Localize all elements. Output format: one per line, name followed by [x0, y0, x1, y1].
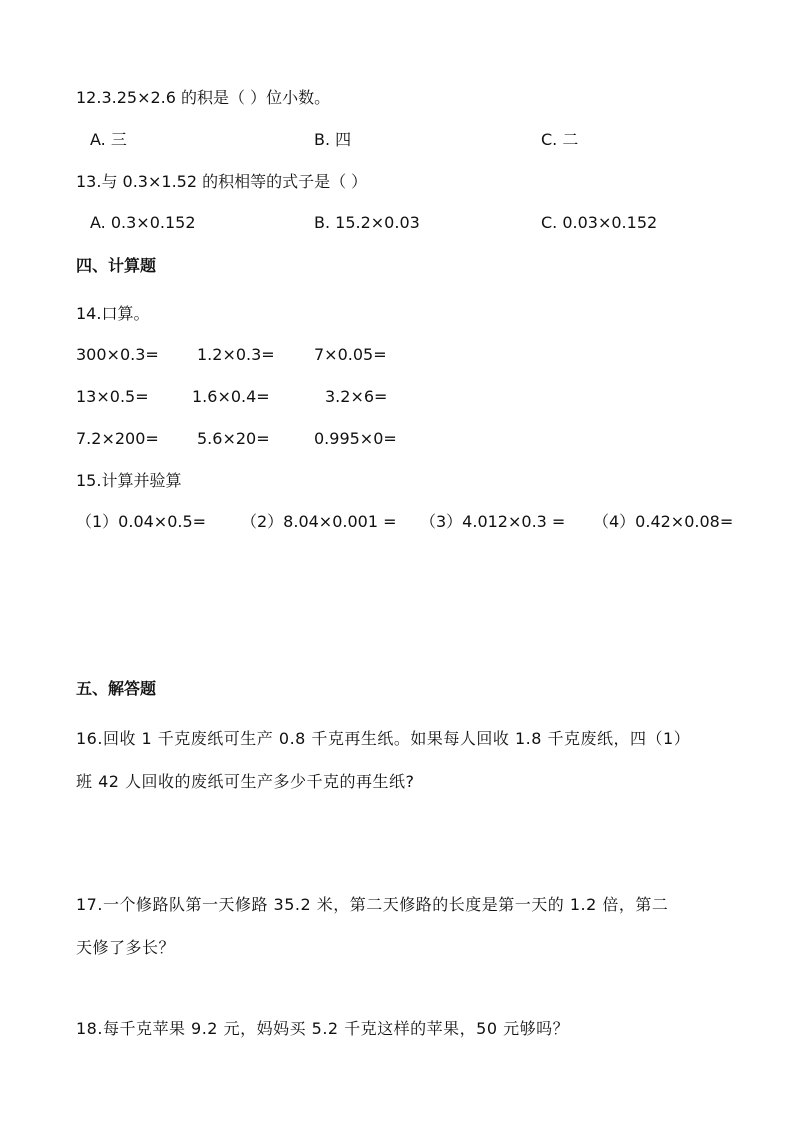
section-4-heading: 四、计算题 [76, 256, 157, 275]
question-13-option-a: A. 0.3×0.152 [90, 213, 196, 232]
verify-item-3: （3）4.012×0.3 = [420, 512, 566, 531]
oral-calc-3-1: 7.2×200= [76, 429, 159, 448]
oral-calc-1-1: 300×0.3= [76, 345, 159, 364]
question-12-option-b: B. 四 [314, 130, 352, 149]
oral-calc-3-2: 5.6×20= [197, 429, 270, 448]
oral-calc-3-3: 0.995×0= [314, 429, 397, 448]
verify-item-4: （4）0.42×0.08= [593, 512, 734, 531]
question-12-option-c: C. 二 [541, 130, 579, 149]
question-17-line-1: 17.一个修路队第一天修路 35.2 米，第二天修路的长度是第一天的 1.2 倍，第二 [76, 895, 669, 914]
verify-item-1: （1）0.04×0.5= [76, 512, 207, 531]
question-13-option-b: B. 15.2×0.03 [314, 213, 420, 232]
verify-item-2: （2）8.04×0.001 = [241, 512, 397, 531]
oral-calc-1-3: 7×0.05= [314, 345, 387, 364]
oral-calc-2-2: 1.6×0.4= [192, 387, 270, 406]
oral-calc-2-3: 3.2×6= [325, 387, 388, 406]
question-18-line-1: 18.每千克苹果 9.2 元，妈妈买 5.2 千克这样的苹果，50 元够吗？ [76, 1019, 570, 1038]
question-12-option-a: A. 三 [90, 130, 127, 149]
oral-calc-2-1: 13×0.5= [76, 387, 149, 406]
oral-calc-1-2: 1.2×0.3= [197, 345, 275, 364]
question-15-stem: 15.计算并验算 [76, 471, 182, 490]
question-16-line-2: 班 42 人回收的废纸可生产多少千克的再生纸? [76, 772, 415, 791]
question-13-stem: 13.与 0.3×1.52 的积相等的式子是（ ） [76, 172, 368, 191]
question-14-stem: 14.口算。 [76, 304, 150, 323]
section-5-heading: 五、解答题 [76, 679, 157, 698]
question-13-option-c: C. 0.03×0.152 [541, 213, 658, 232]
question-12-stem: 12.3.25×2.6 的积是（ ）位小数。 [76, 88, 331, 107]
question-16-line-1: 16.回收 1 千克废纸可生产 0.8 千克再生纸。如果每人回收 1.8 千克废纸，四（1） [76, 729, 691, 748]
question-17-line-2: 天修了多长？ [76, 938, 176, 957]
